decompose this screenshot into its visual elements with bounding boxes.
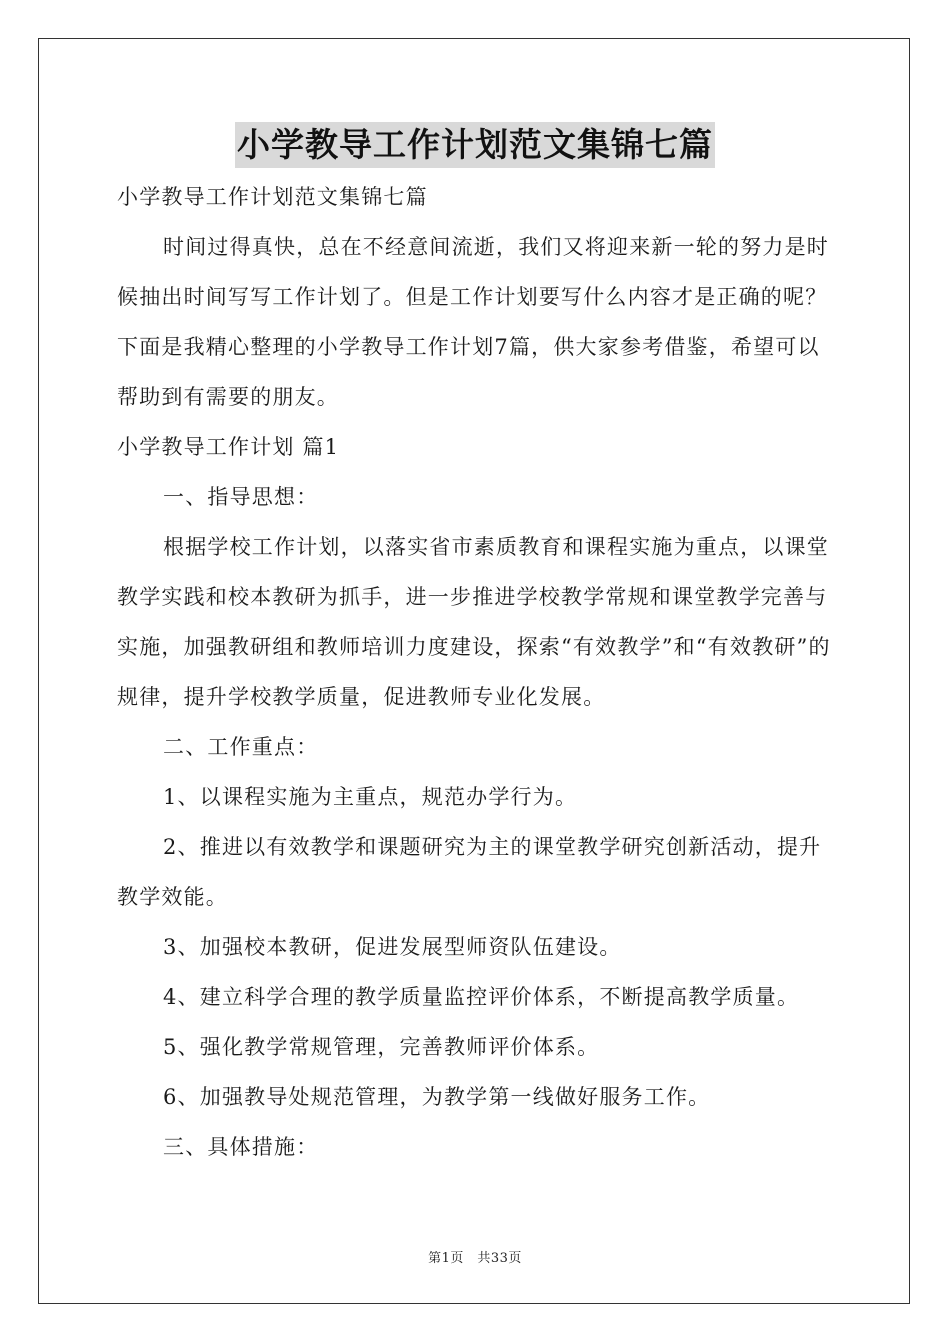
heading-specific-measures: 三、具体措施： [163,1135,319,1159]
list-item: 1、以课程实施为主重点，规范办学行为。 [163,785,578,809]
guiding-ideology-paragraph: 根据学校工作计划，以落实省市素质教育和课程实施为重点，以课堂教学实践和校本教研为抓手，进一步推进学校教学常规和课堂教学完善与实施，加强教研组和教师培训力度建设，探索“有效教学”和“有效教研”的规律，提升学校教学质量，促进教师专业化发展。 [117,535,831,709]
list-item: 4、建立科学合理的教学质量监控评价体系，不断提高教学质量。 [163,985,800,1009]
heading-work-focus: 二、工作重点： [163,735,319,759]
list-item: 3、加强校本教研，促进发展型师资队伍建设。 [163,935,622,959]
document-subtitle: 小学教导工作计划范文集锦七篇 [117,185,428,209]
intro-paragraph: 时间过得真快，总在不经意间流逝，我们又将迎来新一轮的努力是时候抽出时间写写工作计划了。但是工作计划要写什么内容才是正确的呢？下面是我精心整理的小学教导工作计划7篇，供大家参考借鉴，希望可以帮助到有需要的朋友。 [117,235,829,409]
list-item: 2、推进以有效教学和课题研究为主的课堂教学研究创新活动，提升教学效能。 [117,835,822,909]
document-body [117,172,833,1172]
list-item: 5、强化教学常规管理，完善教师评价体系。 [163,1035,600,1059]
heading-guiding-ideology: 一、指导思想： [163,485,319,509]
list-item: 6、加强教导处规范管理，为教学第一线做好服务工作。 [163,1085,711,1109]
title-container [0,122,950,168]
section-heading: 小学教导工作计划 篇1 [117,435,340,459]
document-title: 小学教导工作计划范文集锦七篇 [235,122,715,168]
page-number-footer: 第1页 共33页 [428,1251,522,1266]
